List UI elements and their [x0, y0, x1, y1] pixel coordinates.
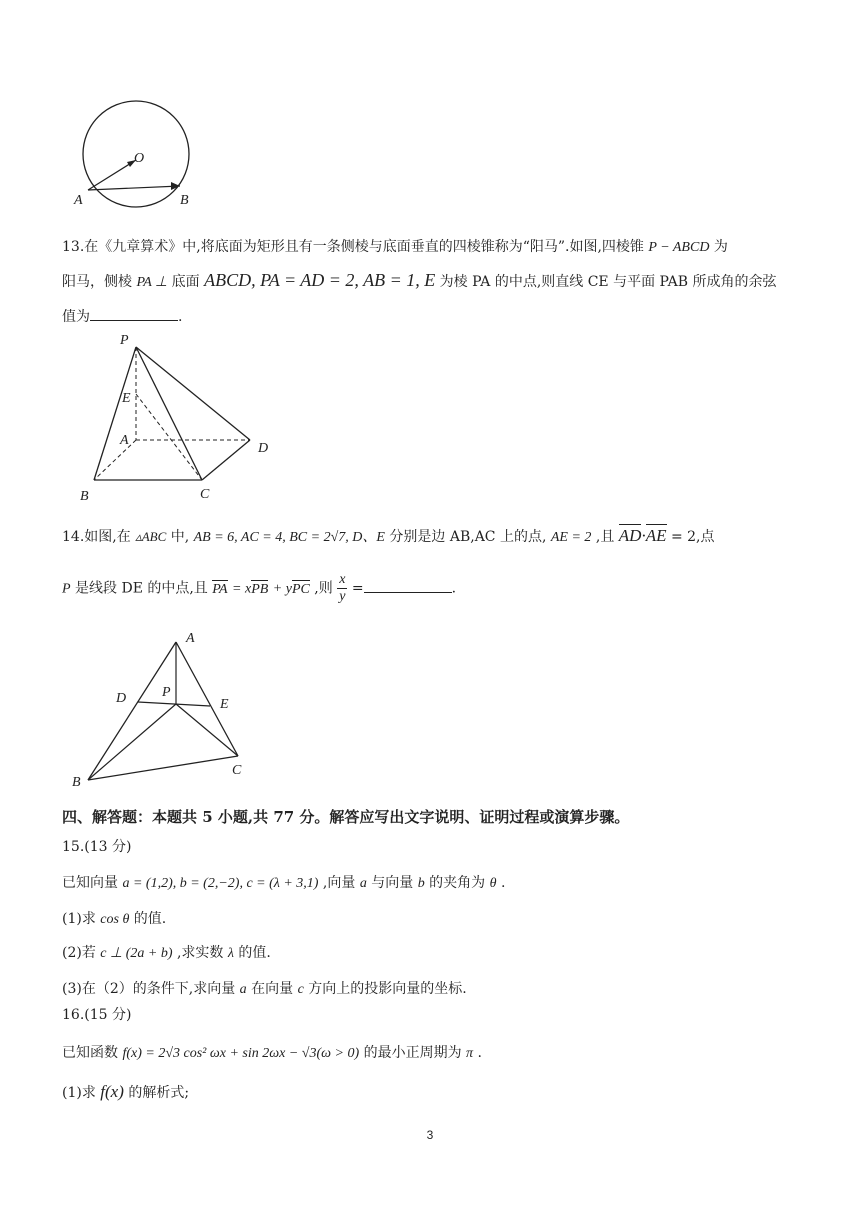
side-AC — [176, 642, 238, 756]
q14-triangle-abc: ▵ABC — [135, 529, 167, 544]
q14-math-sides: AB = 6, AC = 4, BC = 2√7, D、E — [193, 530, 385, 545]
q15-p3-vec-a: a — [239, 982, 247, 997]
label-P: P — [162, 685, 171, 700]
q14-vector-ad: AD — [618, 526, 642, 545]
label-O: O — [134, 151, 145, 166]
q13-text3: 值为 — [62, 309, 90, 325]
label-A: A — [120, 433, 129, 448]
q15-text-a: 已知向量 — [62, 875, 118, 891]
q15-p3-text-c: 方向上的投影向量的坐标. — [308, 981, 467, 997]
q15-p3-text-b: 在向量 — [251, 981, 294, 997]
q15-stem — [62, 872, 505, 892]
q13-text2c: 为棱 PA 的中点,则直线 CE 与平面 PAB 所成角的余弦 — [439, 274, 777, 290]
q15-text-c: 与向量 — [371, 875, 414, 891]
triangle-figure — [70, 628, 260, 790]
q14-answer-blank — [364, 580, 452, 593]
q14-text2b: 是线段 DE 的中点,且 — [75, 580, 208, 597]
q16-pi: π — [466, 1046, 474, 1061]
side-AB — [88, 642, 176, 780]
q15-p3-text-a: (3)在（2）的条件下,求向量 — [62, 981, 236, 997]
q16-p1-text-a: (1)求 — [62, 1085, 96, 1101]
q13-line3 — [62, 306, 182, 326]
q14-line1 — [62, 526, 715, 546]
label-A: A — [186, 631, 195, 646]
edge-CD — [202, 440, 250, 480]
q15-p2-math: c ⊥ (2a + b) — [100, 946, 173, 961]
q13-line1 — [62, 236, 728, 256]
q13-math-conditions: ABCD, PA = AD = 2, AB = 1, E — [204, 270, 436, 290]
q16-text-end: . — [477, 1045, 482, 1061]
q15-part2 — [62, 942, 271, 962]
segment-EC-hidden — [136, 394, 202, 480]
q16-math-function: f(x) = 2√3 cos² ωx + sin 2ωx − √3(ω > 0) — [122, 1046, 360, 1061]
q16-stem — [62, 1042, 482, 1062]
vector-AB — [88, 186, 180, 190]
q16-heading: 16.(15 分) — [62, 1007, 132, 1023]
q15-p2-text-b: ,求实数 — [176, 945, 224, 961]
q15-heading: 15.(13 分) — [62, 839, 132, 855]
q15-p1-text-a: (1)求 — [62, 911, 96, 927]
q15-theta: θ — [489, 876, 497, 891]
label-D: D — [258, 441, 269, 456]
q13-text1-end: 为 — [713, 239, 728, 255]
q16-text-b: 的最小正周期为 — [363, 1045, 462, 1061]
q16-part1 — [62, 1082, 189, 1102]
q15-p3-vec-c: c — [297, 982, 304, 997]
circle-figure — [72, 100, 202, 212]
q14-math-ae: AE = 2 — [550, 530, 592, 545]
q15-p2-text-a: (2)若 — [62, 945, 96, 961]
q14-vector-ae: AE — [645, 526, 667, 545]
label-B: B — [72, 775, 81, 790]
q13-math-pa-perp: PA ⊥ — [136, 275, 168, 290]
q14-point-p: P — [62, 581, 71, 597]
q14-eq-x: = x — [232, 581, 252, 597]
label-D: D — [116, 691, 127, 706]
q15-vec-a: a — [359, 876, 367, 891]
q15-p1-text-b: 的值. — [133, 911, 167, 927]
q14-vector-pa: PA — [212, 581, 228, 597]
label-B: B — [180, 193, 189, 208]
page-number: 3 — [426, 1128, 434, 1142]
q16-p1-text-b: 的解析式; — [128, 1085, 190, 1101]
q14-vector-pc: PC — [291, 581, 310, 597]
q13-text2b: 底面 — [171, 274, 200, 290]
q15-p1-math: cos θ — [100, 912, 130, 927]
q15-text-end: . — [500, 875, 506, 891]
segment-PC — [176, 704, 238, 756]
q14-line2 — [62, 572, 456, 605]
label-E: E — [220, 697, 229, 712]
q15-text-d: 的夹角为 — [429, 875, 486, 891]
q14-frac-den: y — [339, 589, 346, 604]
q15-p2-text-c: 的值. — [238, 945, 271, 961]
q15-part1 — [62, 908, 166, 928]
q14-frac-num: x — [339, 572, 346, 587]
q16-text-a: 已知函数 — [62, 1045, 118, 1061]
q14-text2c: ,则 — [314, 580, 333, 597]
side-BC — [88, 756, 238, 780]
q14-text1d: ,且 — [595, 529, 615, 545]
q14-text1b: 中, — [170, 529, 190, 545]
label-E: E — [122, 391, 131, 406]
q13-text2a: 阳马，侧棱 — [62, 274, 132, 290]
q14-eq: = — [351, 580, 364, 597]
q14-plus-y: + y — [272, 581, 292, 597]
pyramid-figure — [70, 330, 280, 506]
label-A: A — [74, 193, 83, 208]
q14-text1e: = 2,点 — [670, 529, 715, 545]
q14-text2-end: . — [451, 580, 457, 597]
q13-answer-blank — [90, 308, 178, 321]
label-C: C — [200, 487, 210, 502]
q13-text3-end: . — [178, 309, 183, 325]
q15-part3 — [62, 978, 467, 998]
label-P: P — [120, 333, 129, 348]
edge-PC — [136, 347, 202, 480]
q15-math-vectors: a = (1,2), b = (2,−2), c = (λ + 3,1) — [122, 876, 319, 891]
q15-vec-b: b — [417, 876, 425, 891]
q13-line2 — [62, 270, 777, 291]
edge-PD — [136, 347, 250, 440]
q14-vector-pb: PB — [251, 581, 269, 597]
q13-text1: 13.在《九章算术》中,将底面为矩形且有一条侧棱与底面垂直的四棱锥称为“阳马”.如图,四棱锥 — [62, 239, 644, 255]
q14-dot: · — [641, 526, 646, 545]
q13-math-pabcd: P − ABCD — [648, 240, 710, 255]
q15-p2-lambda: λ — [227, 946, 234, 961]
q16-p1-math: f(x) — [100, 1082, 124, 1101]
q14-text1c: 分别是边 AB,AC 上的点, — [389, 529, 547, 545]
q14-fraction-x-over-y — [337, 572, 347, 605]
q15-text-b: ,向量 — [322, 875, 356, 891]
section-4-heading: 四、解答题：本题共 5 小题,共 77 分。解答应写出文字说明、证明过程或演算步骤。 — [62, 808, 630, 826]
label-C: C — [232, 763, 242, 778]
label-B: B — [80, 489, 89, 504]
q14-text1a: 14.如图,在 — [62, 529, 131, 545]
